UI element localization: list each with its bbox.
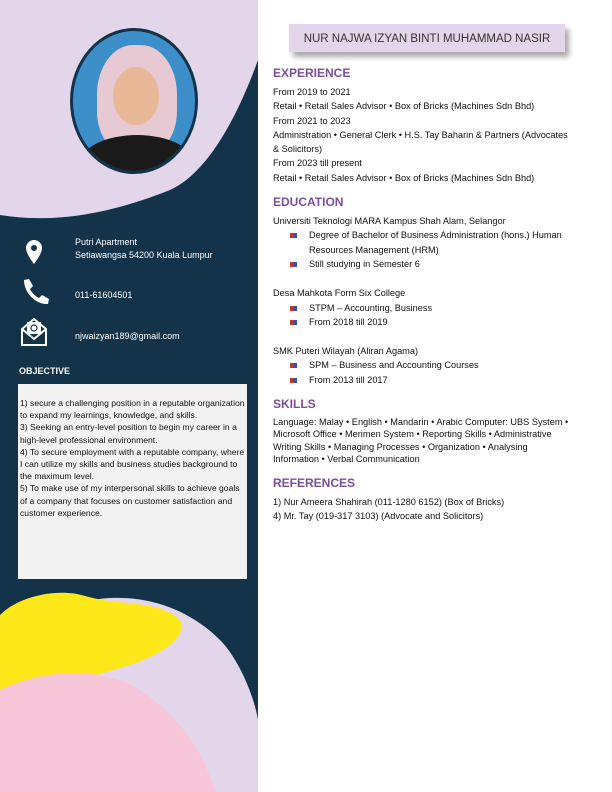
location-pin-icon (20, 238, 48, 266)
profile-photo (70, 28, 198, 174)
school-name: Desa Mahkota Form Six College (273, 288, 406, 299)
references-heading: REFERENCES (273, 475, 356, 490)
education-item: Degree of Bachelor of Business Administration (hons.) Human Resources Management (HRM) (290, 228, 570, 257)
experience-section (273, 66, 593, 185)
objective-box (18, 384, 247, 579)
education-item: STPM – Accounting, Business (290, 301, 593, 315)
education-item: From 2013 till 2017 (290, 373, 593, 387)
experience-line: Retail • Retail Sales Advisor • Box of Bricks (Machines Sdn Bhd) (273, 172, 535, 183)
education-section (273, 195, 593, 387)
references-section (273, 476, 593, 524)
skills-heading: SKILLS (273, 397, 316, 412)
experience-line: From 2019 to 2021 (273, 87, 351, 97)
objective-item: 4) To secure employment with a reputable company, where I can utilize my skills and business studies background to the maximum level. (20, 446, 245, 482)
objective-item: 3) Seeking an entry-level position to begin my career in a high-level professional environment. (20, 422, 237, 445)
education-item: SPM – Business and Accounting Courses (290, 358, 593, 372)
full-name-title: NUR NAJWA IZYAN BINTI MUHAMMAD NASIR (289, 24, 565, 52)
experience-line: From 2023 till present (273, 158, 362, 169)
skills-text: Language: Malay • English • Mandarin • Arabic Computer: UBS System • Microsoft Office • Merimen System • Reporting Skills • Administrative Writing Skills • Managing Processes • Organization • Analysing Information • Verbal Communication (273, 417, 569, 465)
reference-item: 4) Mr. Tay (019-317 3103) (Advocate and Solicitors) (273, 510, 484, 521)
education-item: Still studying in Semester 6 (290, 257, 593, 271)
email-address: njwaizyan189@gmail.com (75, 331, 180, 341)
school-name: SMK Puteri Wilayah (Aliran Agama) (273, 346, 419, 357)
experience-line: Administration • General Clerk • H.S. Tay Baharin & Partners (Advocates & Solicitors) (273, 129, 568, 155)
education-item: From 2018 till 2019 (290, 315, 593, 329)
address-line1: Putri Apartment (75, 237, 138, 247)
phone-icon (20, 277, 50, 305)
education-heading: EDUCATION (273, 195, 344, 210)
objective-item: 1) secure a challenging position in a reputable organization to expand my learnings, knowledge, and skills. (20, 398, 245, 421)
school-name: Universiti Teknologi MARA Kampus Shah Alam, Selangor (273, 216, 506, 227)
address-line2: Setiawangsa 54200 Kuala Lumpur (75, 250, 213, 260)
experience-heading: EXPERIENCE (273, 66, 351, 80)
phone-number: 011-61604501 (75, 290, 133, 300)
email-envelope-icon (20, 317, 48, 347)
objective-item: 5) To make use of my interpersonal skills to achieve goals of a company that focuses on customer satisfaction and customer experience. (20, 483, 240, 518)
objective-heading: OBJECTIVE (19, 366, 71, 376)
skills-section (273, 397, 593, 466)
reference-item: 1) Nur Ameera Shahirah (011-1280 6152) (Box of Bricks) (273, 496, 505, 507)
experience-line: Retail • Retail Sales Advisor • Box of Bricks (Machines Sdn Bhd) (273, 101, 535, 112)
experience-line: From 2021 to 2023 (273, 115, 351, 126)
